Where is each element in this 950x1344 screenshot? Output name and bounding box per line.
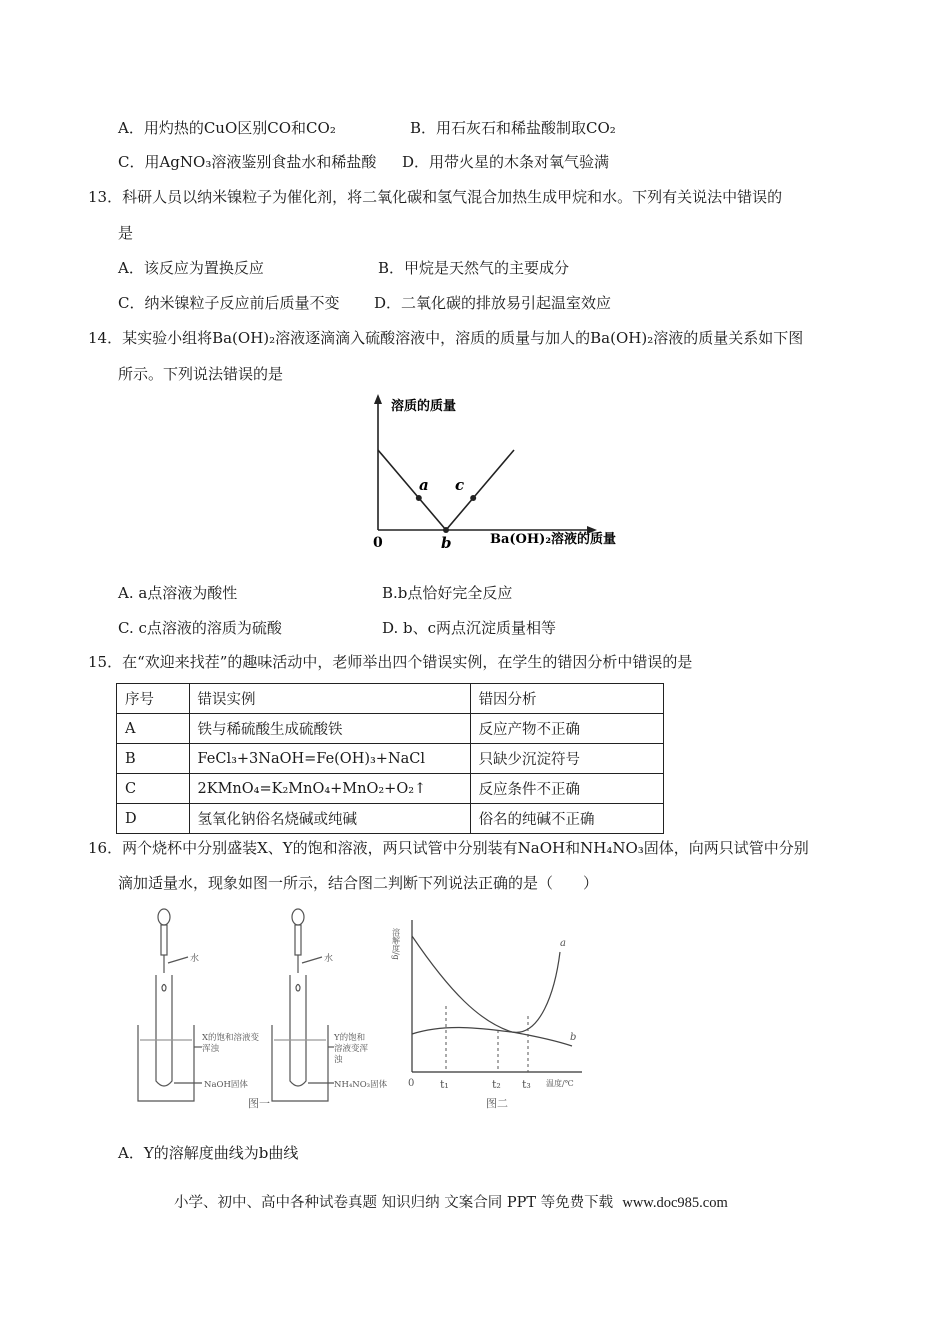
point-a-label: a: [419, 476, 429, 494]
point-c-label: c: [455, 476, 465, 494]
figure-one-beakers: [128, 905, 388, 1110]
footer-link[interactable]: www.doc985.com: [622, 1195, 728, 1211]
q15-stem: 15．在“欢迎来找茬”的趣味活动中，老师举出四个错误实例，在学生的错因分析中错误的是: [88, 653, 693, 671]
q14-option-c: C. c点溶液的溶质为硫酸: [118, 619, 282, 637]
curve-a-label: a: [560, 938, 566, 949]
water-drop-2: [296, 985, 300, 992]
row-d-no: D: [117, 804, 190, 834]
q14-stem-line1: 14．某实验小组将Ba(OH)₂溶液逐滴滴入硫酸溶液中，溶质的质量与加人的Ba(OH)₂溶液的质量关系如下图: [88, 329, 804, 347]
solid-label-naoh: NaOH固体: [204, 1080, 248, 1090]
q13-option-a: A．该反应为置换反应: [118, 259, 264, 277]
curve-b-label: b: [570, 1032, 577, 1043]
row-a-analysis: 反应产物不正确: [470, 714, 663, 744]
row-c-no: C: [117, 774, 190, 804]
dropper-body-1: [161, 925, 167, 955]
t1-label: t₁: [440, 1078, 449, 1091]
label-x-saturated: X的饱和溶液变浑浊: [202, 1033, 260, 1054]
chart-y-label: 溶质的质量: [391, 399, 457, 414]
q14-option-b: B.b点恰好完全反应: [382, 584, 513, 602]
row-b-no: B: [117, 744, 190, 774]
q13-stem-line2: 是: [118, 224, 134, 242]
point-b-marker: [443, 527, 449, 533]
beaker-1: [138, 1025, 194, 1101]
point-a-marker: [416, 495, 422, 501]
q16-stem-line1: 16．两个烧杯中分别盛装X、Y的饱和溶液，两只试管中分别装有NaOH和NH₄NO₃固体，向两只试管中分别: [88, 839, 809, 857]
label-y-wrapper: [334, 1033, 368, 1063]
table-row: [117, 804, 664, 834]
table-header-row: [117, 684, 664, 714]
solute-mass-line: [378, 450, 514, 530]
curve-b: [412, 1028, 572, 1046]
y-axis-arrow: [374, 394, 382, 404]
point-c-marker: [470, 495, 476, 501]
figure-two-solubility-chart: [390, 912, 590, 1092]
dropper-bulb-1: [158, 909, 170, 925]
q12-option-a: A．用灼热的CuO区别CO和CO₂: [118, 119, 336, 137]
page-footer: [174, 1191, 728, 1212]
row-c-analysis: 反应条件不正确: [470, 774, 663, 804]
fig2-y-label: 溶解度/g: [391, 928, 401, 960]
beaker-2: [272, 1025, 328, 1101]
row-a-no: A: [117, 714, 190, 744]
error-analysis-table: [116, 683, 664, 834]
water-pointer-2: [302, 957, 322, 963]
dropper-bulb-2: [292, 909, 304, 925]
row-b-analysis: 只缺少沉淀符号: [470, 744, 663, 774]
q16-option-a: A．Y的溶解度曲线为b曲线: [118, 1144, 299, 1162]
q12-option-b: B．用石灰石和稀盐酸制取CO₂: [410, 119, 616, 137]
q14-stem-line2: 所示。下列说法错误的是: [118, 365, 284, 383]
figure-one-caption: 图一: [248, 1097, 270, 1110]
footer-text: 小学、初中、高中各种试卷真题 知识归纳 文案合同 PPT 等免费下载: [174, 1195, 614, 1211]
q16-stem-line2: 滴加适量水，现象如图一所示，结合图二判断下列说法正确的是（ ）: [118, 874, 599, 892]
chart-origin-label: 0: [373, 535, 383, 551]
table-row: [117, 744, 664, 774]
row-d-analysis: 俗名的纯碱不正确: [470, 804, 663, 834]
label-y-saturated: Y的饱和溶液变浑浊: [334, 1033, 369, 1065]
test-tube-2: [290, 975, 306, 1086]
t3-label: t₃: [522, 1078, 531, 1091]
q13-option-c: C．纳米镍粒子反应前后质量不变: [118, 294, 340, 312]
figure-two-caption: 图二: [486, 1097, 508, 1110]
q14-option-a: A. a点溶液为酸性: [118, 584, 238, 602]
water-label-1: 水: [190, 954, 200, 964]
row-c-example: 2KMnO₄=K₂MnO₄+MnO₂+O₂↑: [189, 774, 470, 804]
water-label-2: 水: [324, 954, 334, 964]
point-b-label: b: [441, 534, 452, 552]
solid-label-nh4no3: NH₄NO₃固体: [334, 1080, 388, 1090]
table-row: [117, 714, 664, 744]
header-cell-example: 错误实例: [189, 684, 470, 714]
table-row: [117, 774, 664, 804]
q13-option-d: D．二氧化碳的排放易引起温室效应: [374, 294, 612, 312]
fig2-x-label: 温度/℃: [546, 1079, 574, 1088]
fig2-origin: 0: [408, 1078, 415, 1089]
water-pointer-1: [168, 957, 188, 963]
t2-label: t₂: [492, 1078, 501, 1091]
q14-option-d: D. b、c两点沉淀质量相等: [382, 619, 557, 637]
q12-option-c: C．用AgNO₃溶液鉴别食盐水和稀盐酸: [118, 153, 377, 171]
header-cell-analysis: 错因分析: [470, 684, 663, 714]
solute-mass-chart: [355, 390, 625, 555]
water-drop-1: [162, 985, 166, 992]
curve-a: [412, 936, 560, 1032]
row-b-example: FeCl₃+3NaOH=Fe(OH)₃+NaCl: [189, 744, 470, 774]
header-cell-no: 序号: [117, 684, 190, 714]
row-d-example: 氢氧化钠俗名烧碱或纯碱: [189, 804, 470, 834]
chart-x-label: Ba(OH)₂溶液的质量: [490, 532, 617, 547]
test-tube-1: [156, 975, 172, 1086]
q13-stem-line1: 13．科研人员以纳米镍粒子为催化剂，将二氧化碳和氢气混合加热生成甲烷和水。下列有关说法中错误的: [88, 188, 783, 206]
label-x-wrapper: [202, 1033, 262, 1063]
q12-option-d: D．用带火星的木条对氧气验满: [402, 153, 610, 171]
dropper-body-2: [295, 925, 301, 955]
row-a-example: 铁与稀硫酸生成硫酸铁: [189, 714, 470, 744]
q13-option-b: B．甲烷是天然气的主要成分: [378, 259, 570, 277]
